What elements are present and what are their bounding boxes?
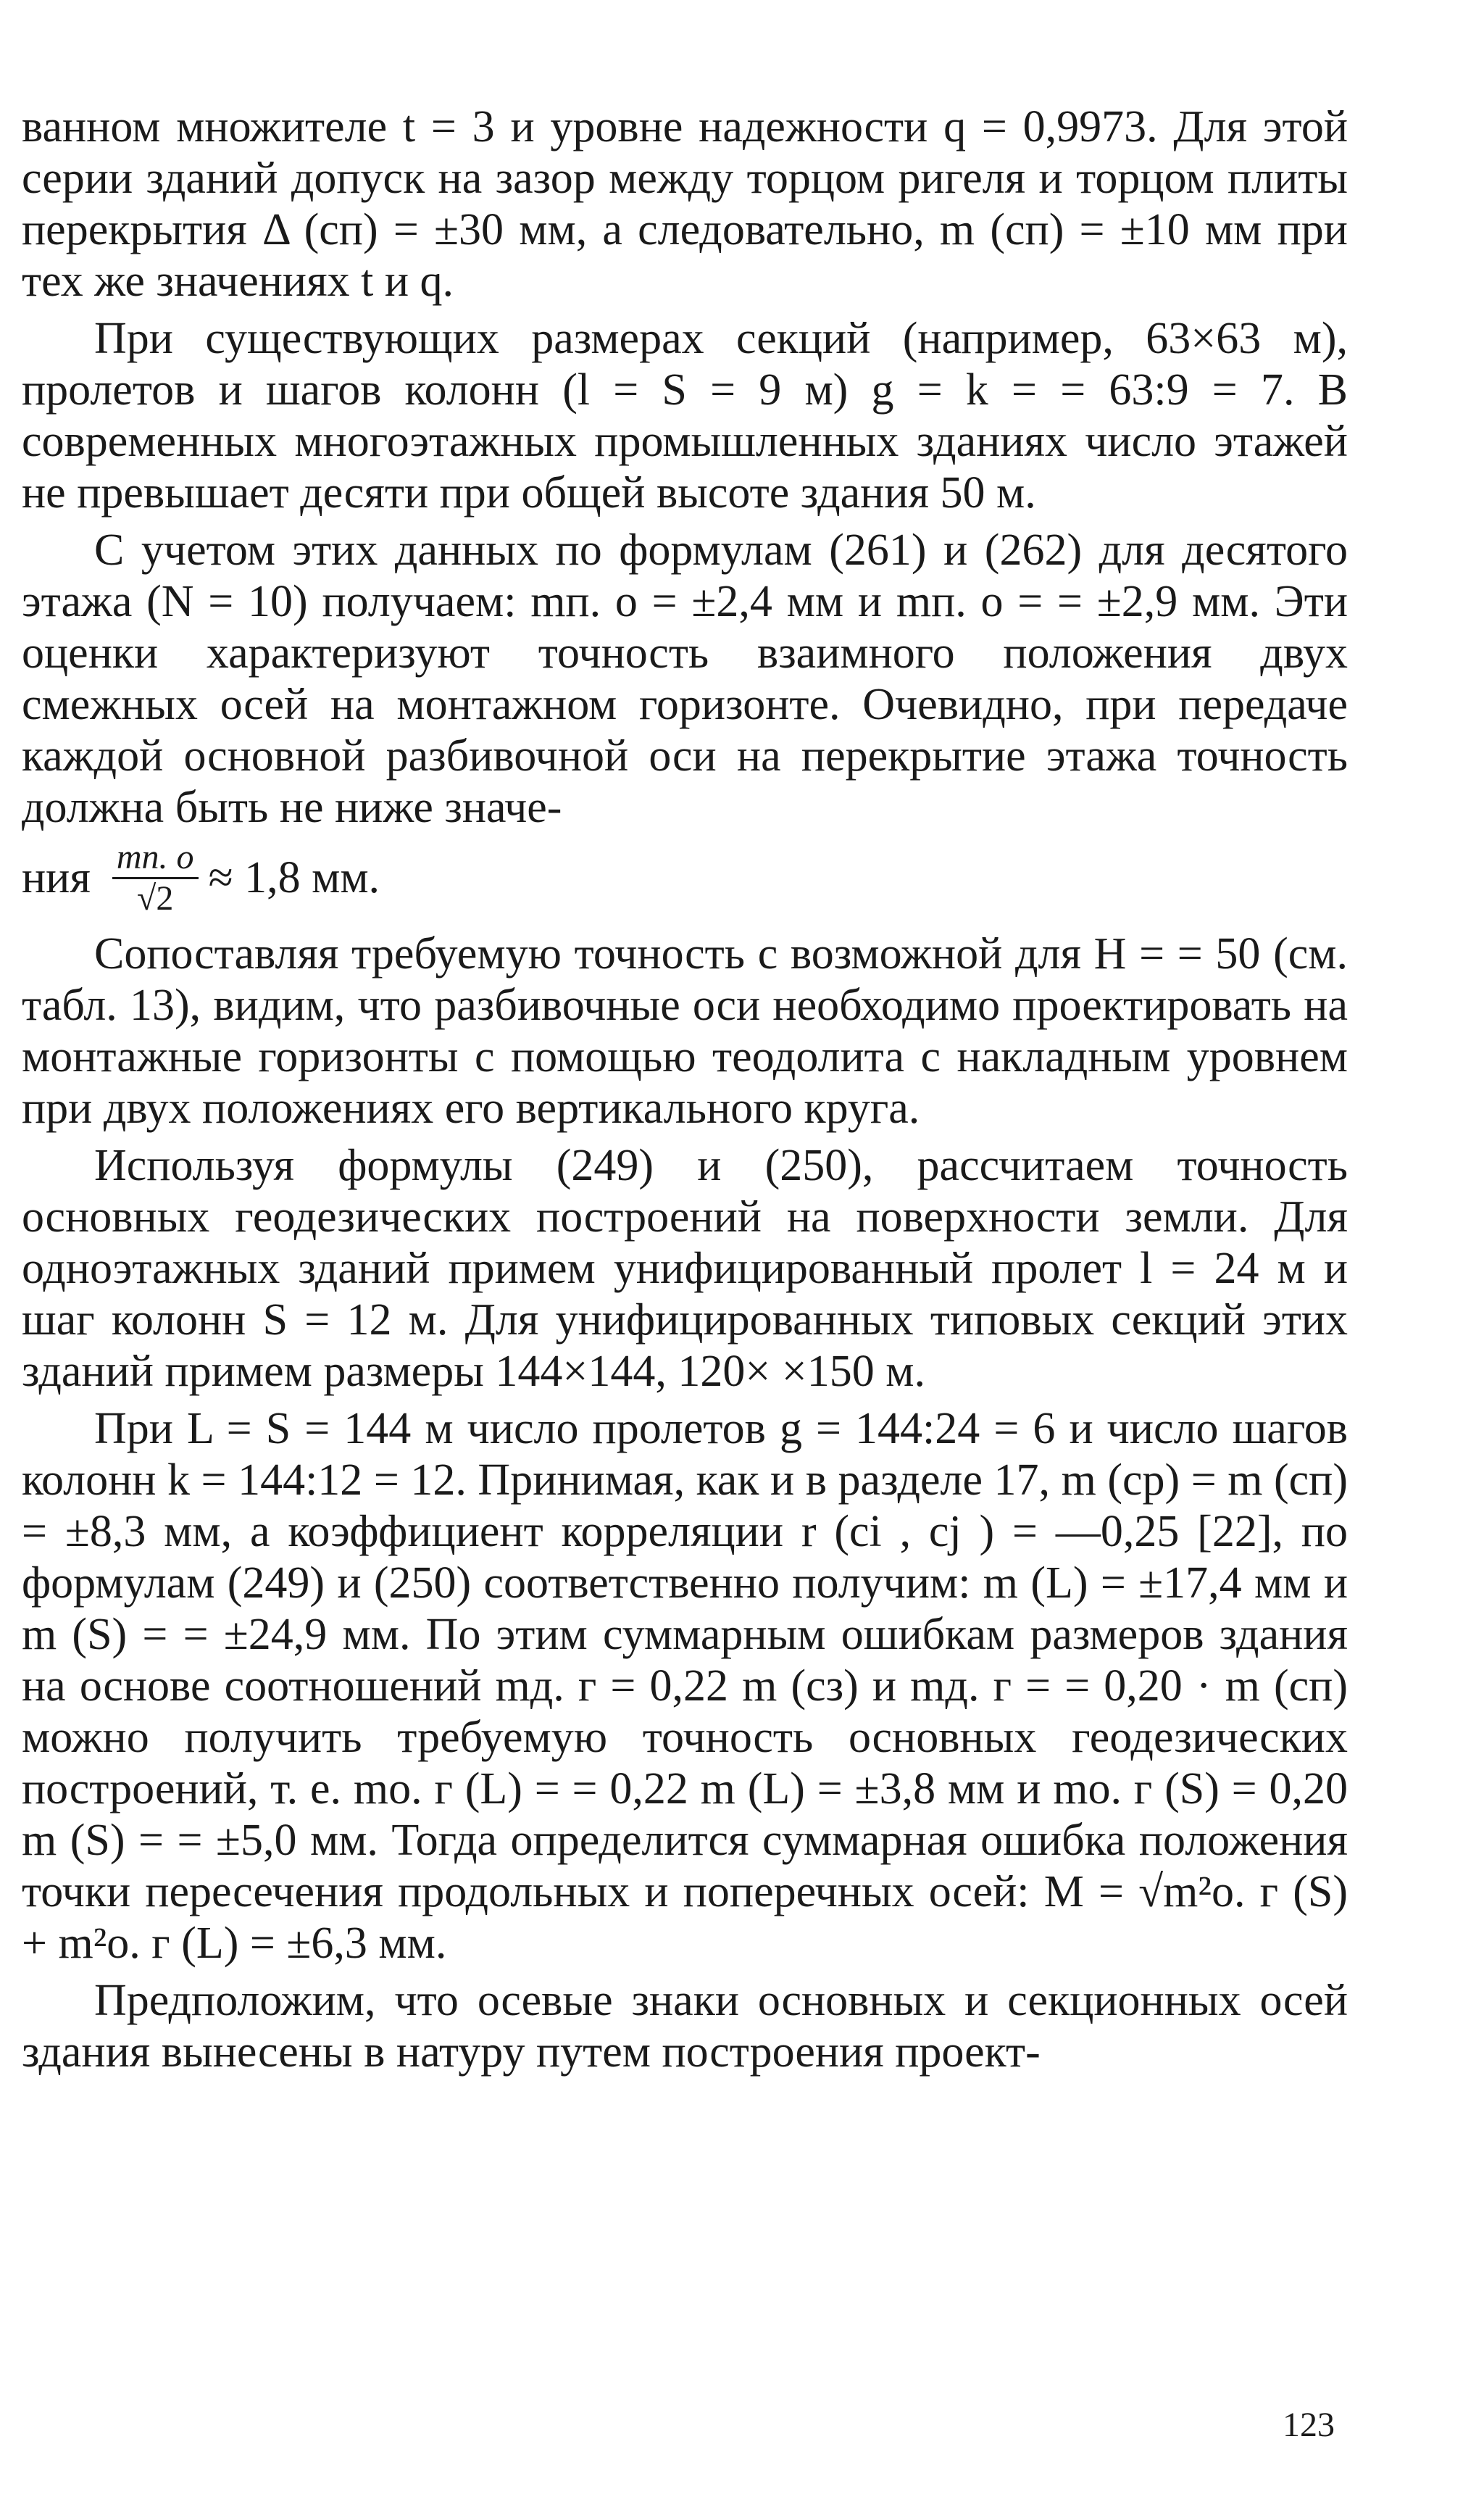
paragraph-7: Предположим, что осевые знаки основных и секционных осей здания вынесены в натуру путем построения проект-: [22, 1976, 1348, 2077]
formula-denominator: √2: [137, 879, 174, 918]
paragraph-5: Используя формулы (249) и (250), рассчитаем точность основных геодезических построений на поверхности земли. Для одноэтажных зданий примем унифицированный пролет l = 24 м и шаг колонн S = 12 м. Для унифицированных типовых секций этих зданий примем размеры 144×144, 120× ×150 м.: [22, 1141, 1348, 1396]
formula-approx: [22, 838, 1348, 918]
paragraph-3: С учетом этих данных по формулам (261) и (262) для десятого этажа (N = 10) получаем: mп. о = ±2,4 мм и mп. о = = ±2,9 мм. Эти оценки характеризуют точность взаимного положения двух смежных осей на монтажном горизонте. Очевидно, при передаче каждой основной разбивочной оси на перекрытие этажа точность должна быть не ниже значе-: [22, 525, 1348, 832]
paragraph-1: ванном множителе t = 3 и уровне надежности q = 0,9973. Для этой серии зданий допуск на зазор между торцом ригеля и торцом плиты перекрытия Δ (cп) = ±30 мм, а следовательно, m (cп) = ±10 мм при тех же значениях t и q.: [22, 102, 1348, 306]
formula-prefix: ния: [22, 853, 91, 902]
formula-numerator: mп. о: [112, 838, 199, 879]
formula-suffix: ≈ 1,8 мм.: [208, 853, 380, 902]
formula-fraction: [112, 838, 199, 918]
paragraph-2: При существующих размерах секций (например, 63×63 м), пролетов и шагов колонн (l = S = 9 м) g = k = = 63:9 = 7. В современных многоэтажных промышленных зданиях число этажей не превышает десяти при общей высоте здания 50 м.: [22, 314, 1348, 518]
paragraph-6: При L = S = 144 м число пролетов g = 144:24 = 6 и число шагов колонн k = 144:12 = 12. Принимая, как и в разделе 17, m (cp) = m (cп) = ±8,3 мм, а коэффициент корреляции r (ci , cj ) = —0,25 [22], по формулам (249) и (250) соответственно получим: m (L) = ±17,4 мм и m (S) = = ±24,9 мм. По этим суммарным ошибкам размеров здания на основе соотношений mд. г = 0,22 m (cз) и mд. г = = 0,20 · m (cп) можно получить требуемую точность основных геодезических построений, т. е. mо. г (L) = = 0,22 m (L) = ±3,8 мм и mо. г (S) = 0,20 m (S) = = ±5,0 мм. Тогда определится суммарная ошибка положения точки пересечения продольных и поперечных осей: M = √m²о. г (S) + m²о. г (L) = ±6,3 мм.: [22, 1404, 1348, 1968]
document-page: [22, 101, 1348, 2078]
page-number: 123: [1283, 2406, 1335, 2444]
paragraph-4: Сопоставляя требуемую точность с возможной для H = = 50 (см. табл. 13), видим, что разбивочные оси необходимо проектировать на монтажные горизонты с помощью теодолита с накладным уровнем при двух положениях его вертикального круга.: [22, 929, 1348, 1133]
